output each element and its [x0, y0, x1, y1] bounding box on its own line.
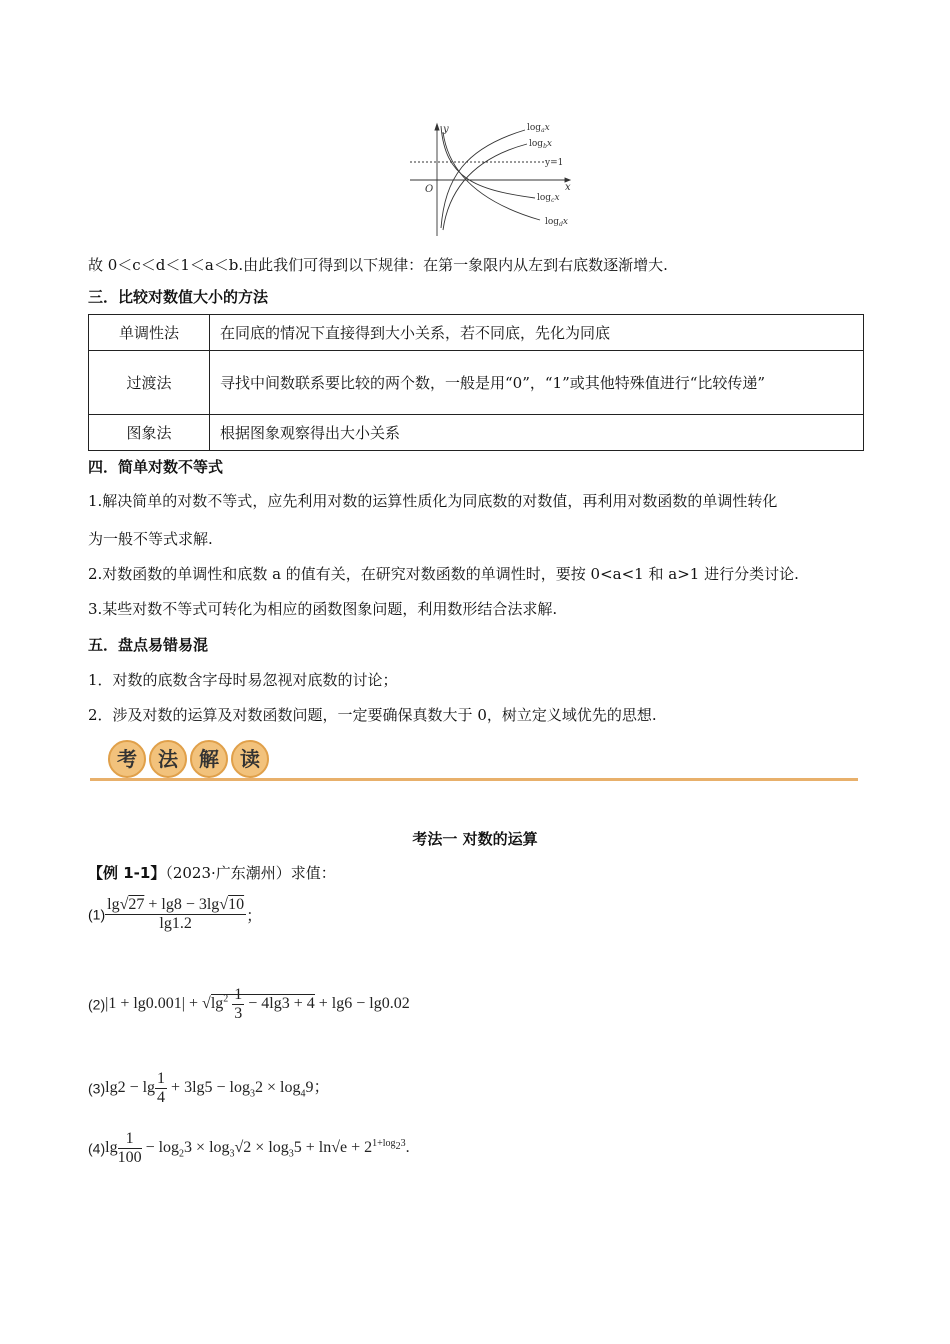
intro-text: 故 0＜c＜d＜1＜a＜b.由此我们可得到以下规律：在第一象限内从左到右底数逐渐增大. — [88, 256, 668, 274]
section4-p3: 3.某些对数不等式可转化为相应的函数图象问题，利用数形结合法求解. — [88, 600, 558, 618]
table-row — [89, 315, 864, 351]
example-header — [88, 862, 862, 884]
desc-cell: 寻找中间数联系要比较的两个数，一般是用“0”，“1”或其他特殊值进行“比较传递” — [210, 351, 864, 415]
x-label: x — [565, 182, 571, 193]
banner-char: 读 — [231, 740, 269, 778]
problem-2: $(2)|1 + \lg 0.001| + √\lg^2$ $\frac{1}{3}$ − 4lg3 + 4 + lg6 − lg0.02 — [88, 986, 410, 1022]
problem-4: (4)lg $\frac{1}{100}$ − $\log_23 \times \log_3√2 \times \log_35 + \ln√e + 2^{1+log_23}$. — [88, 1130, 410, 1166]
y1-label: y=1 — [545, 158, 564, 168]
curve-log-a — [441, 130, 525, 228]
desc-cell: 根据图象观察得出大小关系 — [210, 415, 864, 451]
table-row — [89, 415, 864, 451]
problem-1: (1) $\frac{\lg√27 + \lg 8 - 3\lg√10}{\lg 1.2}$ ； — [88, 896, 263, 932]
section4-heading: 四．简单对数不等式 — [88, 458, 224, 476]
fraction-expression: $\frac{\lg√27 + \lg 8 - 3\lg√10}{\lg 1.2}$ — [107, 896, 245, 932]
section5-p1: 1．对数的底数含字母时易忽视对底数的讨论； — [88, 671, 398, 689]
log-graph — [405, 118, 585, 236]
problem-label: (4) — [88, 1140, 106, 1157]
section4-p1a: 1.解决简单的对数不等式，应先利用对数的运算性质化为同底数的对数值，再利用对数函数的单调性转化 — [88, 492, 778, 510]
problem-label: (3) — [88, 1080, 106, 1097]
method-cell: 过渡法 — [89, 351, 210, 415]
method-title: 考法一 对数的运算 — [412, 830, 538, 848]
method-banner — [108, 740, 272, 778]
section5-heading: 五．盘点易错易混 — [88, 636, 209, 654]
table-row — [89, 351, 864, 415]
banner-char: 考 — [108, 740, 146, 778]
curve-log-d — [443, 132, 540, 220]
section3-heading: 三．比较对数值大小的方法 — [88, 288, 269, 306]
svg-text:logdx: $\log_dx$ — [545, 217, 568, 228]
section5-p2: 2．涉及对数的运算及对数函数问题，一定要确保真数大于 0，树立定义域优先的思想. — [88, 706, 657, 724]
svg-text:logcx: $\log_cx$ — [537, 193, 560, 204]
origin-label: O — [425, 184, 434, 195]
banner-underline — [90, 778, 858, 781]
problem-label: (2) — [88, 996, 106, 1013]
comparison-table — [88, 314, 864, 451]
section4-p1b: 为一般不等式求解. — [88, 530, 213, 548]
svg-text:logax: $\log_ax$ — [527, 123, 550, 134]
problem-3: (3)lg2 − lg $\frac{1}{4}$ + $3\lg 5 - \log_32 \times \log_49$； — [88, 1070, 330, 1106]
example-source: （2023·广东潮州）求值： — [165, 864, 336, 882]
method-cell: 单调性法 — [89, 315, 210, 351]
desc-cell: 在同底的情况下直接得到大小关系，若不同底，先化为同底 — [210, 315, 864, 351]
example-tag: 【例 1-1】 — [88, 864, 166, 882]
problem-label: (1) — [88, 906, 106, 923]
banner-char: 法 — [149, 740, 187, 778]
svg-text:logbx: $\log_bx$ — [529, 139, 552, 150]
method-cell: 图象法 — [89, 415, 210, 451]
y-label: y — [443, 124, 449, 135]
section4-p2: 2.对数函数的单调性和底数 a 的值有关，在研究对数函数的单调性时，要按 0<a<1 和 a>1 进行分类讨论. — [88, 565, 799, 583]
banner-char: 解 — [190, 740, 228, 778]
y-arrow — [435, 124, 439, 130]
